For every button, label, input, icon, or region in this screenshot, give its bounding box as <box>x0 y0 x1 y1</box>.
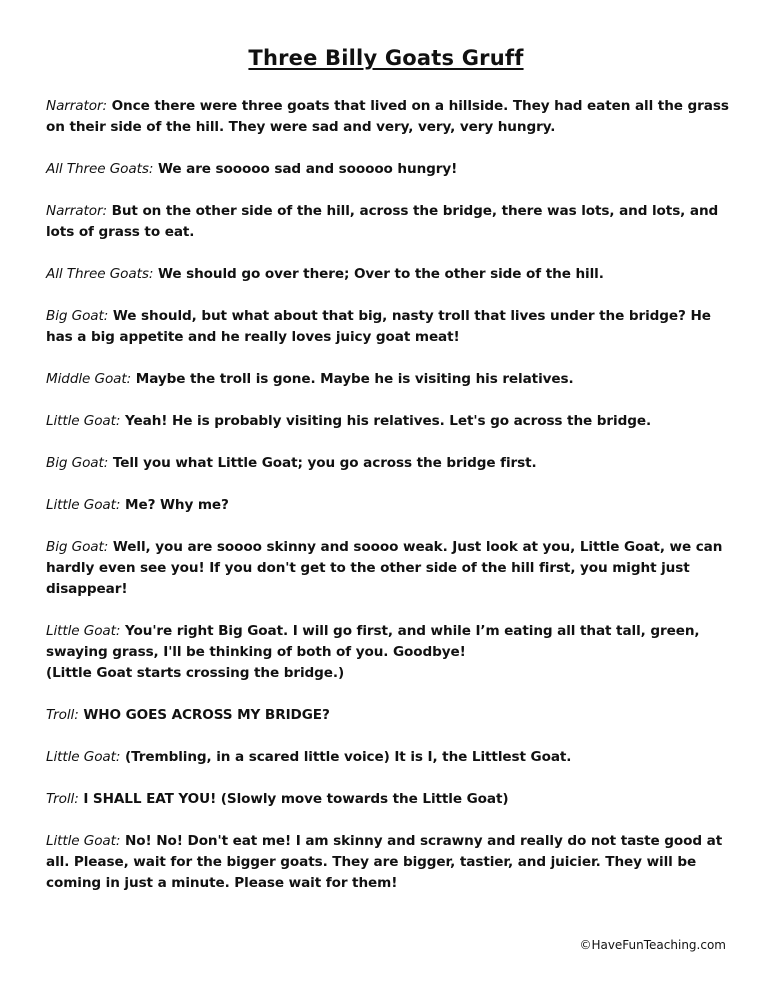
dialogue-text: But on the other side of the hill, across the bridge, there was lots, and lots, and lots of grass to eat. <box>46 203 719 240</box>
dialogue-text: We are sooooo sad and sooooo hungry! <box>157 161 458 177</box>
speaker-label: Big Goat: <box>46 539 109 555</box>
speaker-label: Little Goat: <box>46 413 121 429</box>
script-line <box>46 453 736 474</box>
stage-direction: (Little Goat starts crossing the bridge.) <box>46 665 345 681</box>
dialogue-text: Tell you what Little Goat; you go across the bridge first. <box>112 455 537 471</box>
script-line <box>46 537 736 600</box>
speaker-label: Little Goat: <box>46 833 121 849</box>
speaker-label: All Three Goats: <box>46 161 154 177</box>
speaker-label: Little Goat: <box>46 749 121 765</box>
dialogue-text: Well, you are soooo skinny and soooo weak. Just look at you, Little Goat, we can hardly even see you! If you don't get to the other side of the hill first, you might just disappear! <box>46 539 723 597</box>
dialogue-text: Maybe the troll is gone. Maybe he is visiting his relatives. <box>135 371 574 387</box>
dialogue-text: You're right Big Goat. I will go first, and while I’m eating all that tall, green, swaying grass, I'll be thinking of both of you. Goodbye! <box>46 623 700 660</box>
script-line <box>46 369 736 390</box>
speaker-label: Narrator: <box>46 203 107 219</box>
script-line <box>46 159 736 180</box>
dialogue-text: I SHALL EAT YOU! (Slowly move towards the Little Goat) <box>83 791 509 807</box>
copyright-footer: ©HaveFunTeaching.com <box>579 938 726 952</box>
speaker-label: Middle Goat: <box>46 371 132 387</box>
script-line <box>46 96 736 138</box>
dialogue-text: We should go over there; Over to the other side of the hill. <box>157 266 604 282</box>
script-line <box>46 705 736 726</box>
dialogue-text: We should, but what about that big, nasty troll that lives under the bridge? He has a big appetite and he really loves juicy goat meat! <box>46 308 711 345</box>
script-line <box>46 201 736 243</box>
script-line <box>46 621 736 684</box>
speaker-label: Troll: <box>46 707 79 723</box>
script-line <box>46 306 736 348</box>
dialogue-text: Once there were three goats that lived on a hillside. They had eaten all the grass on their side of the hill. They were sad and very, very, very hungry. <box>46 98 729 135</box>
script-line <box>46 747 736 768</box>
dialogue-text: WHO GOES ACROSS MY BRIDGE? <box>83 707 330 723</box>
script-line <box>46 411 736 432</box>
dialogue-text: Me? Why me? <box>125 497 229 513</box>
script-line <box>46 264 736 285</box>
page-title: Three Billy Goats Gruff <box>248 46 524 70</box>
script-line <box>46 495 736 516</box>
speaker-label: All Three Goats: <box>46 266 154 282</box>
script-line <box>46 789 736 810</box>
speaker-label: Little Goat: <box>46 497 121 513</box>
script-body <box>46 96 736 915</box>
speaker-label: Narrator: <box>46 98 107 114</box>
dialogue-text: Yeah! He is probably visiting his relatives. Let's go across the bridge. <box>125 413 652 429</box>
speaker-label: Big Goat: <box>46 455 109 471</box>
script-line <box>46 831 736 894</box>
speaker-label: Big Goat: <box>46 308 109 324</box>
speaker-label: Troll: <box>46 791 79 807</box>
dialogue-text: (Trembling, in a scared little voice) It is I, the Littlest Goat. <box>125 749 572 765</box>
speaker-label: Little Goat: <box>46 623 121 639</box>
dialogue-text: No! No! Don't eat me! I am skinny and scrawny and really do not taste good at all. Please, wait for the bigger goats. They are bigger, tastier, and juicier. They will be coming in just a minute. Please wait for them! <box>46 833 723 891</box>
